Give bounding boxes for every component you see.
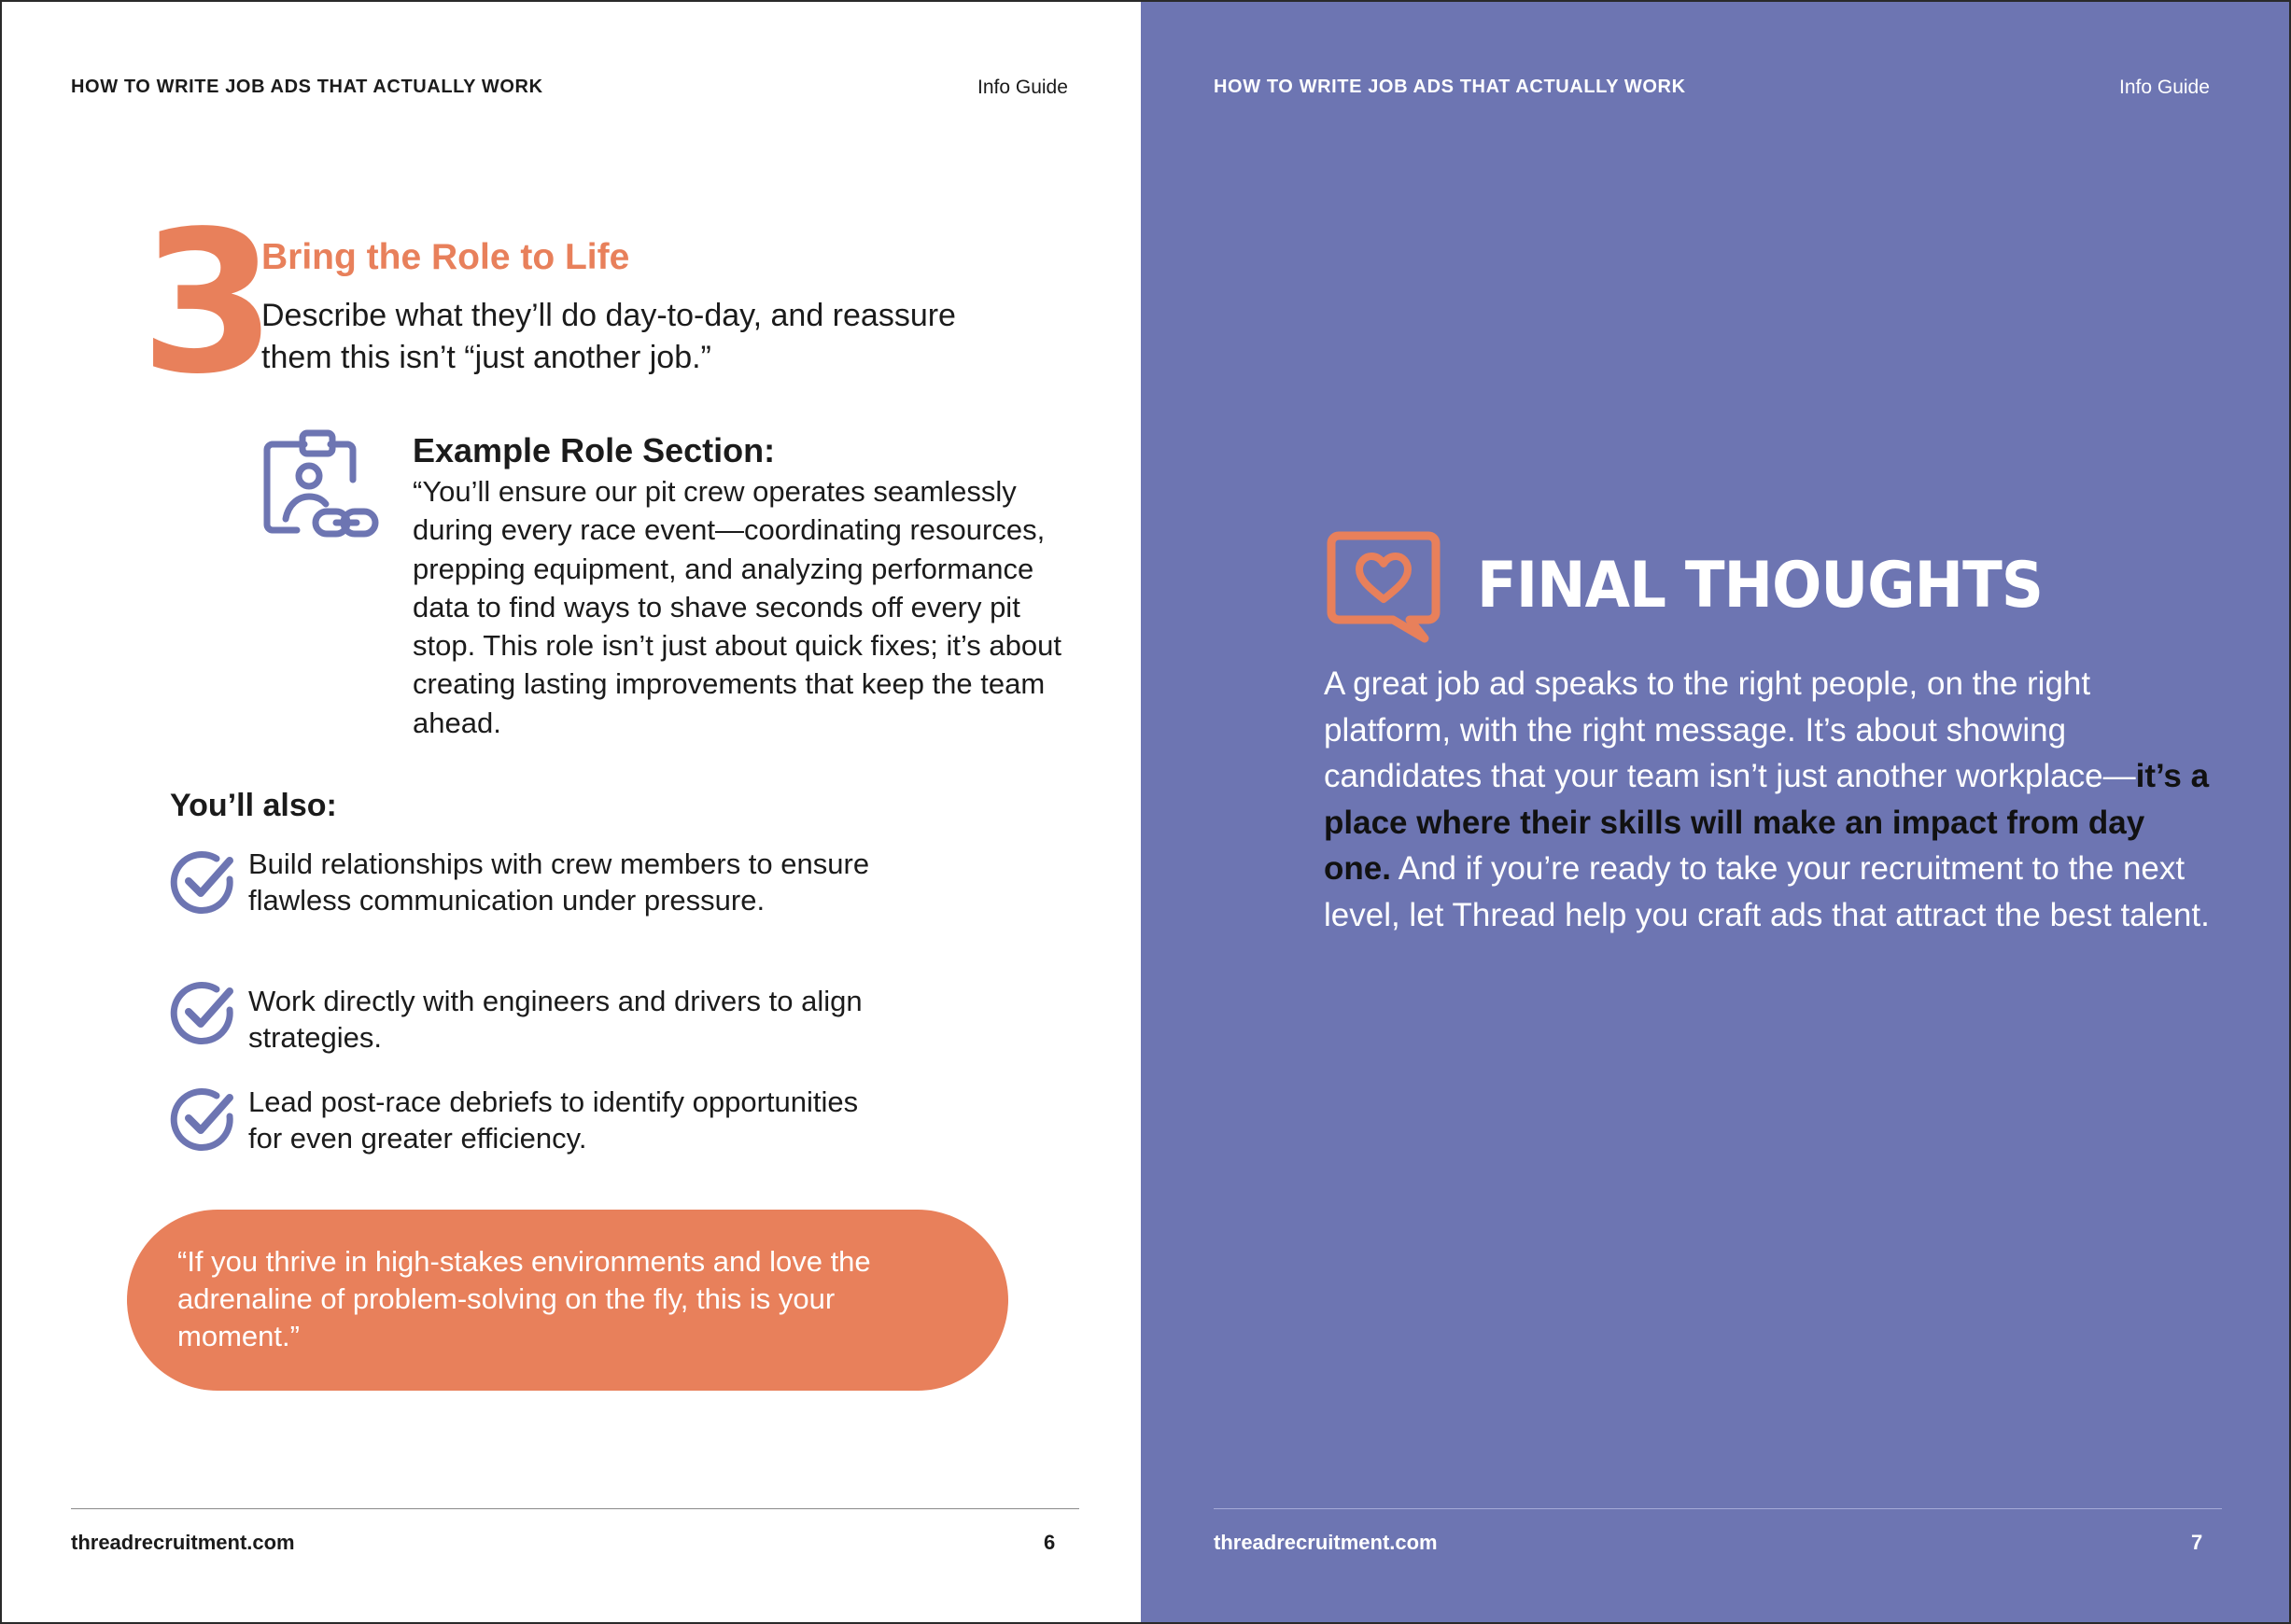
page-6	[0, 0, 1141, 1624]
check-circle-icon	[168, 847, 239, 918]
final-thoughts-title: FINAL THOUGHTS	[1477, 549, 2044, 623]
footer-divider	[1214, 1508, 2222, 1509]
step-description: Describe what they’ll do day-to-day, and reassure them this isn’t “just another job.”	[261, 298, 956, 375]
list-item: Build relationships with crew members to ensure flawless communication under pressure.	[248, 847, 870, 917]
example-body: “You’ll ensure our pit crew operates seamlessly during every race event—coordinating resources, prepping equipment, and analyzing performance data to find ways to shave seconds off every pit stop. This role isn’t just about quick fixes; it’s about creating lasting improvements that keep the team ahead.	[413, 475, 1061, 739]
step-number: 3	[140, 189, 274, 417]
footer-url[interactable]: threadrecruitment.com	[1214, 1531, 1438, 1554]
list-item: Work directly with engineers and drivers to align strategies.	[248, 985, 863, 1054]
paragraph-end: And if you’re ready to take your recruitment to the next level, let Thread help you craft ads that attract the best talent.	[1324, 850, 2210, 933]
page-number: 6	[1044, 1531, 1056, 1554]
step-title: Bring the Role to Life	[261, 237, 630, 277]
header-title: HOW TO WRITE JOB ADS THAT ACTUALLY WORK	[71, 77, 543, 97]
quote-text: “If you thrive in high-stakes environments and love the adrenaline of problem-solving on the fly, this is your moment.”	[177, 1245, 871, 1352]
chat-heart-icon	[1324, 528, 1443, 648]
check-circle-icon	[168, 1085, 239, 1155]
quote-callout	[127, 1210, 1008, 1391]
header-tag: Info Guide	[2119, 77, 2210, 98]
paragraph-start: A great job ad speaks to the right people, on the right platform, with the right message. It’s about showing candidates that your team isn’t just another workplace—	[1324, 665, 2136, 794]
header-tag: Info Guide	[977, 77, 1068, 98]
list-item: Lead post-race debriefs to identify opportunities for even greater efficiency.	[248, 1085, 859, 1155]
footer-divider	[71, 1508, 1079, 1509]
paragraph-emphasis: it’s a place where their skills will make an impact from day one.	[1324, 758, 2210, 887]
example-title: Example Role Section:	[413, 431, 776, 469]
header-title: HOW TO WRITE JOB ADS THAT ACTUALLY WORK	[1214, 77, 1686, 97]
also-heading: You’ll also:	[170, 788, 337, 823]
page-number: 7	[2191, 1531, 2203, 1554]
check-circle-icon	[168, 978, 239, 1049]
clipboard-person-link-icon	[260, 427, 387, 554]
final-thoughts-paragraph	[1324, 661, 2220, 938]
footer-url[interactable]: threadrecruitment.com	[71, 1531, 295, 1554]
